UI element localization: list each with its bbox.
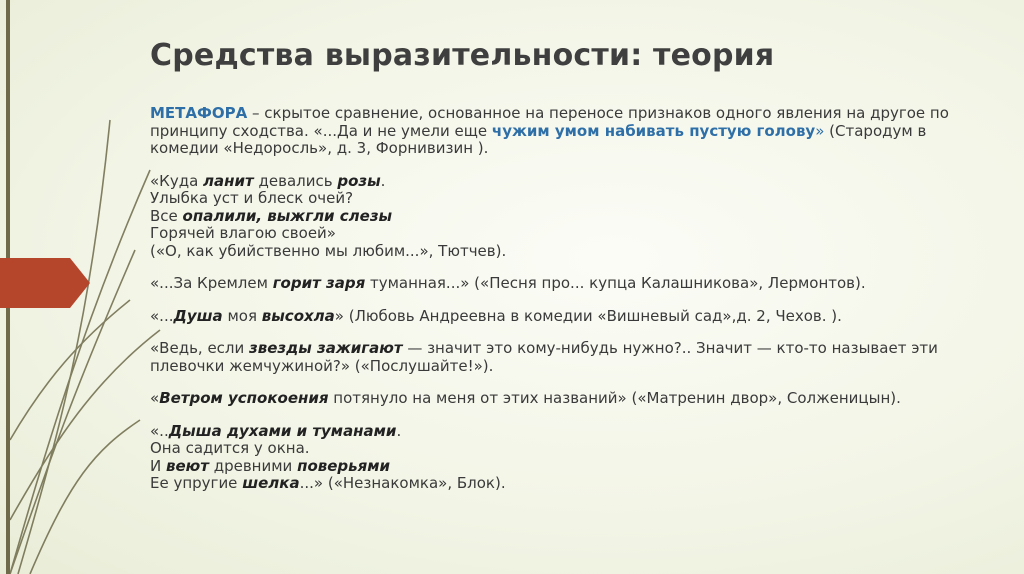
term-label: МЕТАФОРА — [150, 104, 248, 122]
example-lermontov: «...За Кремлем горит заря туманная...» («Песня про... купца Калашникова», Лермонтов). — [150, 274, 866, 292]
example-blok: «..Дыша духами и туманами. Она садится у окна. И веют древними поверьями Ее упругие шелка...» («Незнакомка», Блок). — [150, 421, 506, 492]
grass-strokes — [10, 120, 160, 574]
example-tyutchev: «Куда ланит девались розы. Улыбка уст и блеск очей? Все опалили, выжгли слезы Горячей влагою своей» («О, как убийственно мы любим...», Тютчев). — [150, 171, 507, 260]
example-mayakovsky: «Ведь, если звезды зажигают — значит это кому-нибудь нужно?.. Значит — кто-то называет эти плевочки жемчужиной?» («Послушайте!»). — [150, 339, 938, 375]
example-solzhenitsyn: «Ветром успокоения потянуло на меня от этих названий» («Матренин двор», Солженицын). — [150, 389, 901, 407]
metaphor-definition: МЕТАФОРА – скрытое сравнение, основанное на переносе признаков одного явления на другое по принципу сходства. «...Да и не умели еще чужим умом набивать пустую голову» (Стародум в комедии «Недоросль», д. 3, Форнивизин ). — [150, 104, 949, 157]
red-arrow-icon — [0, 258, 90, 308]
slide-title: Средства выразительности: теория — [150, 38, 775, 73]
slide-content — [150, 105, 980, 508]
example-chekhov: «...Душа моя высохла» (Любовь Андреевна в комедии «Вишневый сад»,д. 2, Чехов. ). — [150, 306, 842, 325]
quote-highlight: чужим умом набивать пустую голову — [491, 121, 816, 140]
